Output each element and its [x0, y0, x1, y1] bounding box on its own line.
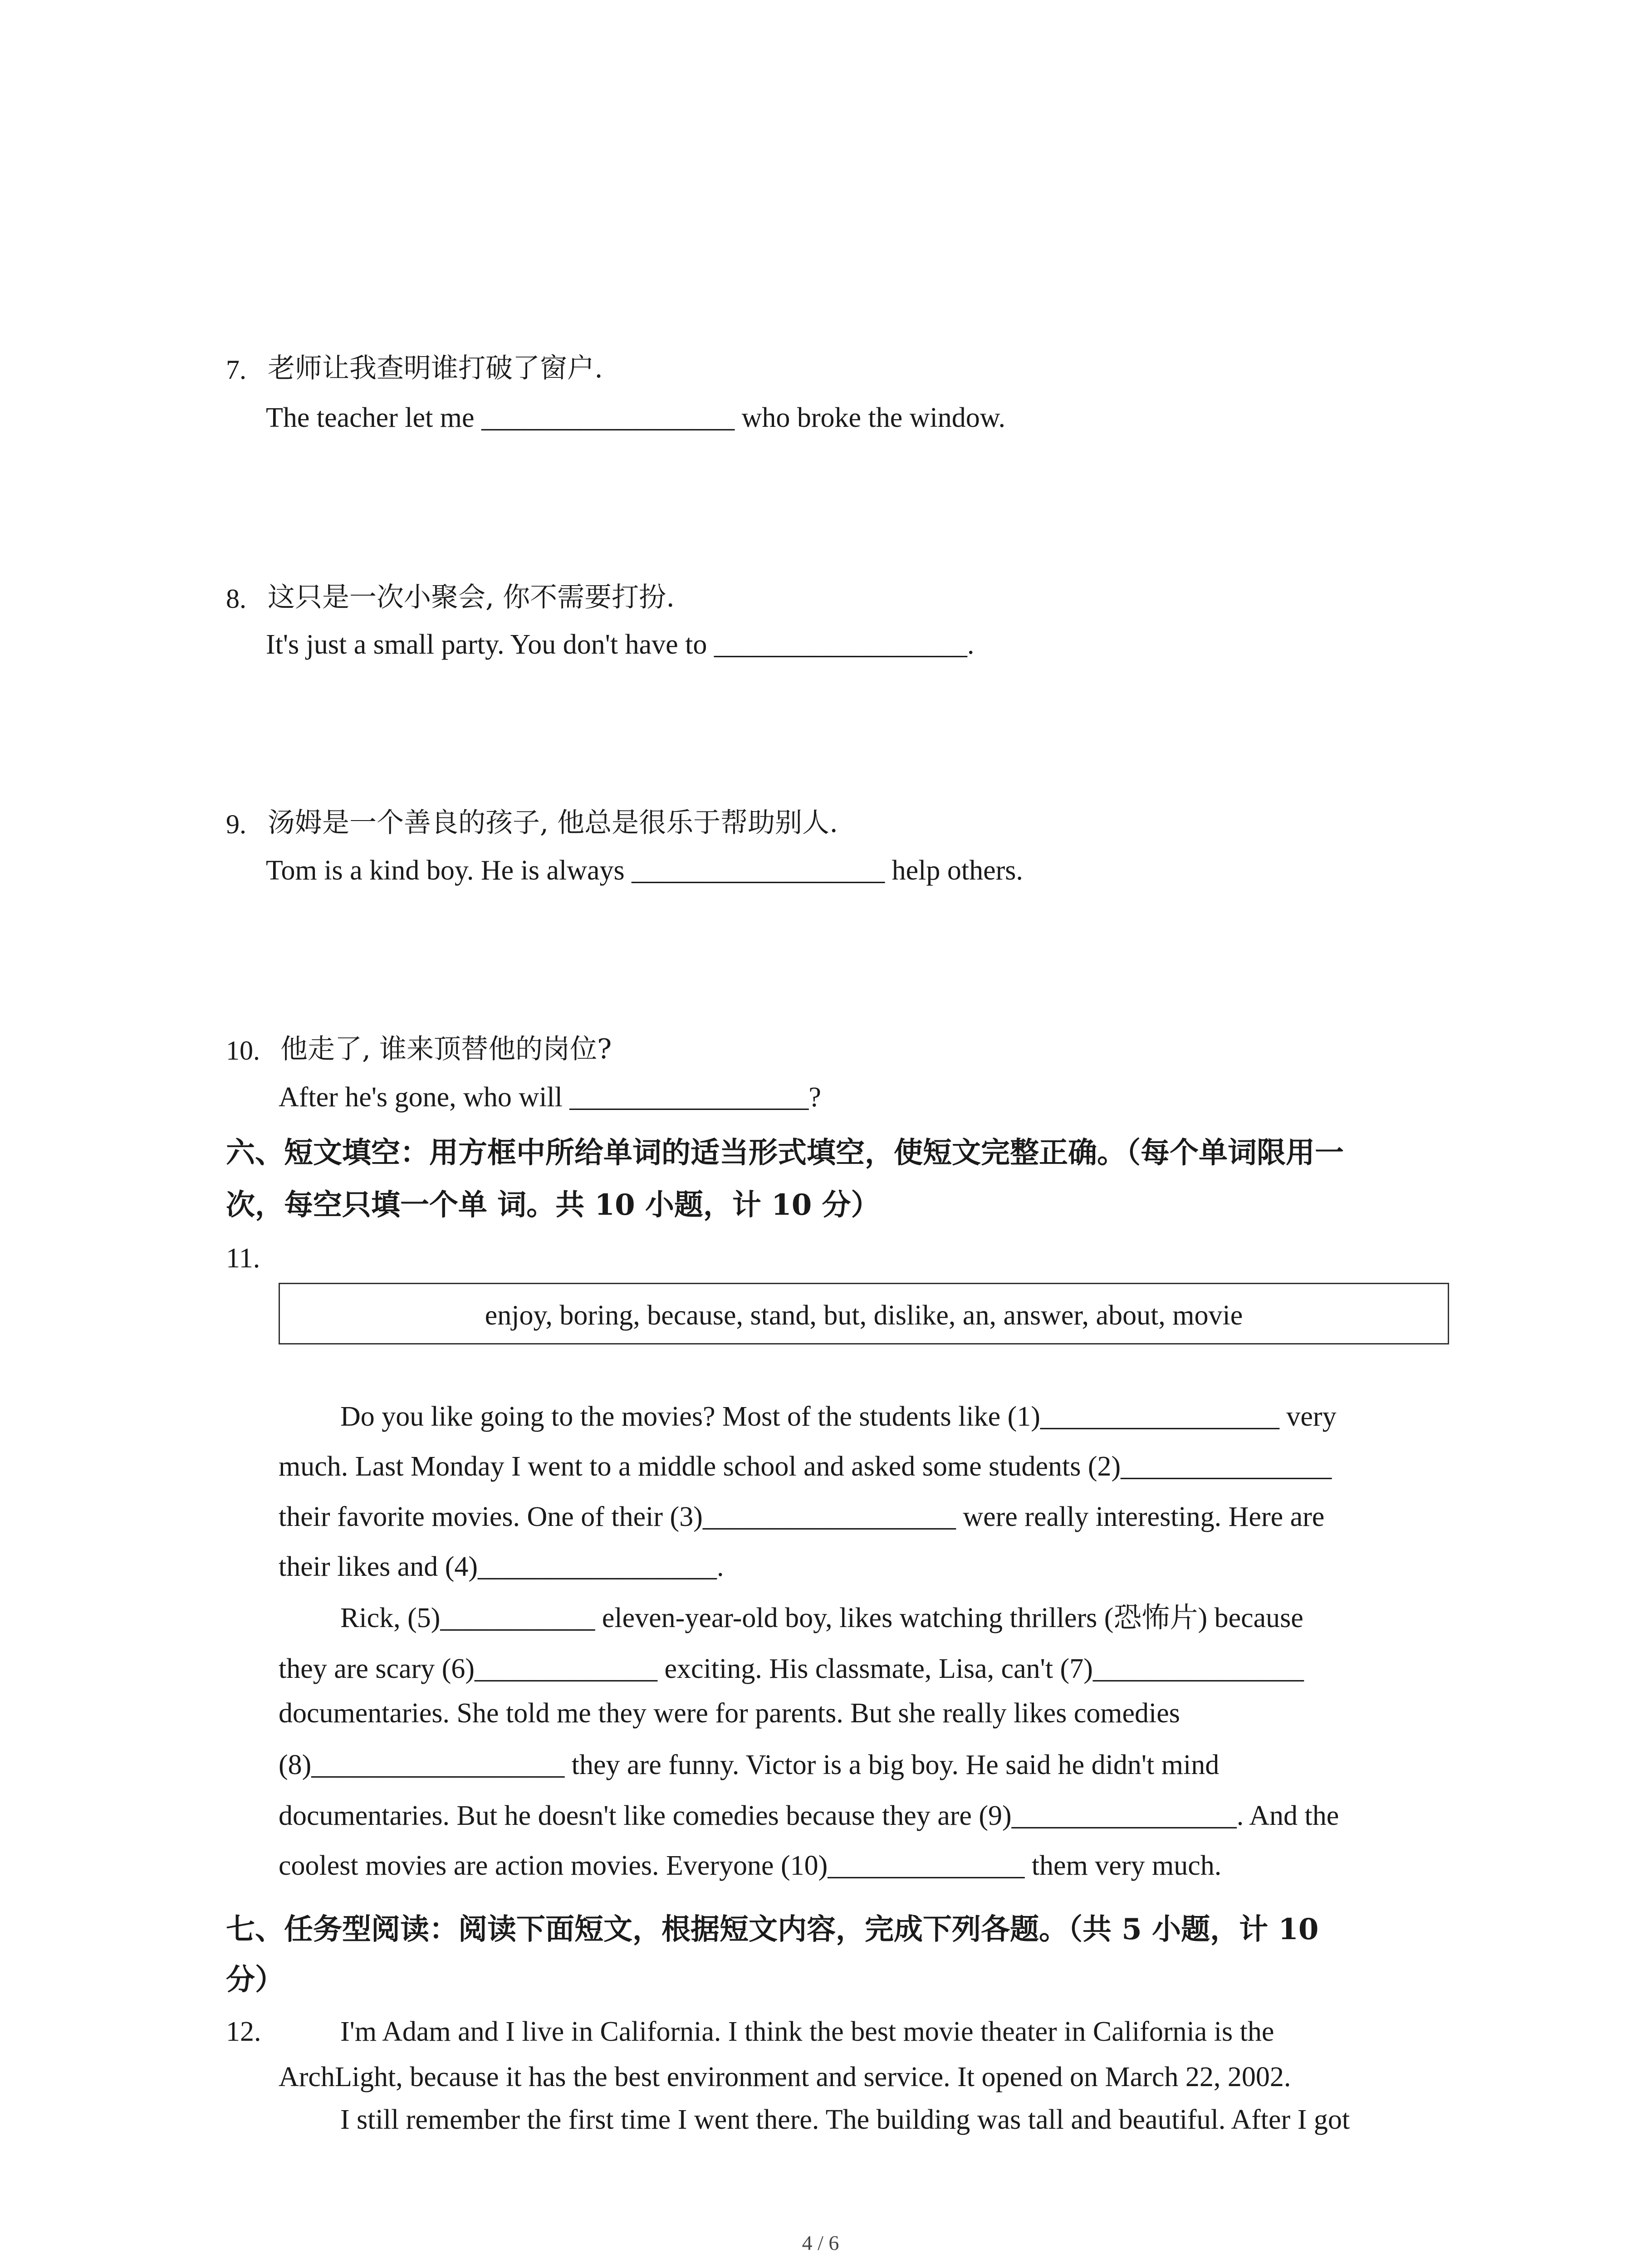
- q10-english-sentence: [279, 1083, 821, 1111]
- q9-text-after: help others.: [885, 855, 1023, 886]
- page-number: 4 / 6: [802, 2231, 839, 2254]
- passage-line-3: their favorite movies. One of their (3)__________________ were really interesting. Here are: [279, 1501, 1325, 1532]
- passage-line-5: Rick, (5)___________ eleven-year-old boy, likes watching thrillers (恐怖片) because: [340, 1603, 1303, 1633]
- q8-text-before: It's just a small party. You don't have to: [266, 629, 714, 660]
- q8-english-sentence: [266, 631, 974, 659]
- passage-line-9: documentaries. But he doesn't like comedies because they are (9)________________. And the: [279, 1800, 1339, 1831]
- q9-chinese-prompt: 汤姆是一个善良的孩子, 他总是很乐于帮助别人.: [268, 807, 838, 839]
- passage-line-6: they are scary (6)_____________ exciting. His classmate, Lisa, can't (7)_______________: [279, 1653, 1304, 1684]
- q8-chinese-prompt: 这只是一次小聚会, 你不需要打扮.: [268, 582, 675, 613]
- q11-number: 11.: [226, 1243, 260, 1274]
- q10-text-after: ?: [808, 1082, 821, 1113]
- q10-chinese-prompt: 他走了, 谁来顶替他的岗位?: [280, 1033, 612, 1065]
- q7-answer-blank[interactable]: __________________: [481, 402, 735, 433]
- passage-line-7: documentaries. She told me they were for parents. But she really likes comedies: [279, 1698, 1180, 1729]
- q7-text-before: The teacher let me: [266, 402, 482, 433]
- q10-answer-blank[interactable]: _________________: [569, 1082, 809, 1113]
- word-bank-text: enjoy, boring, because, stand, but, dislike, an, answer, about, movie: [485, 1300, 1243, 1331]
- section6-heading-line1: 六、短文填空：用方框中所给单词的适当形式填空，使短文完整正确。（每个单词限用一: [226, 1136, 1344, 1170]
- q12-number: 12.: [226, 2016, 261, 2047]
- q8-answer-blank[interactable]: __________________: [714, 629, 967, 660]
- q9-number: 9.: [226, 809, 246, 839]
- section7-heading-line1: 七、任务型阅读：阅读下面短文，根据短文内容，完成下列各题。（共 5 小题，计 10: [226, 1912, 1319, 1946]
- q9-english-sentence: [266, 856, 1023, 885]
- passage-line-8: (8)__________________ they are funny. Victor is a big boy. He said he didn't mind: [279, 1750, 1220, 1780]
- q10-text-before: After he's gone, who will: [279, 1082, 570, 1113]
- q7-chinese-prompt: 老师让我查明谁打破了窗户.: [268, 352, 603, 384]
- passage-line-4: their likes and (4)_________________.: [279, 1551, 724, 1582]
- passage-line-2: much. Last Monday I went to a middle school and asked some students (2)_______________: [279, 1451, 1332, 1482]
- word-bank-box: [279, 1283, 1449, 1344]
- section6-heading-line2: 次，每空只填一个单 词。共 10 小题，计 10 分）: [226, 1188, 880, 1222]
- reading-line-3: I still remember the first time I went there. The building was tall and beautiful. After I got: [340, 2104, 1350, 2135]
- reading-line-2: ArchLight, because it has the best environment and service. It opened on March 22, 2002.: [279, 2062, 1291, 2092]
- q9-text-before: Tom is a kind boy. He is always: [266, 855, 632, 886]
- section7-heading-line2: 分）: [226, 1963, 284, 1997]
- q8-text-after: .: [967, 629, 975, 660]
- q9-answer-blank[interactable]: __________________: [632, 855, 885, 886]
- q7-number: 7.: [226, 355, 246, 385]
- q8-number: 8.: [226, 584, 246, 614]
- reading-line-1: I'm Adam and I live in California. I think the best movie theater in California is the: [340, 2016, 1274, 2047]
- q10-number: 10.: [226, 1036, 260, 1066]
- passage-line-10: coolest movies are action movies. Everyone (10)______________ them very much.: [279, 1850, 1222, 1881]
- passage-line-1: Do you like going to the movies? Most of the students like (1)_________________ very: [340, 1401, 1337, 1432]
- q7-text-after: who broke the window.: [735, 402, 1005, 433]
- q7-english-sentence: [266, 404, 1005, 432]
